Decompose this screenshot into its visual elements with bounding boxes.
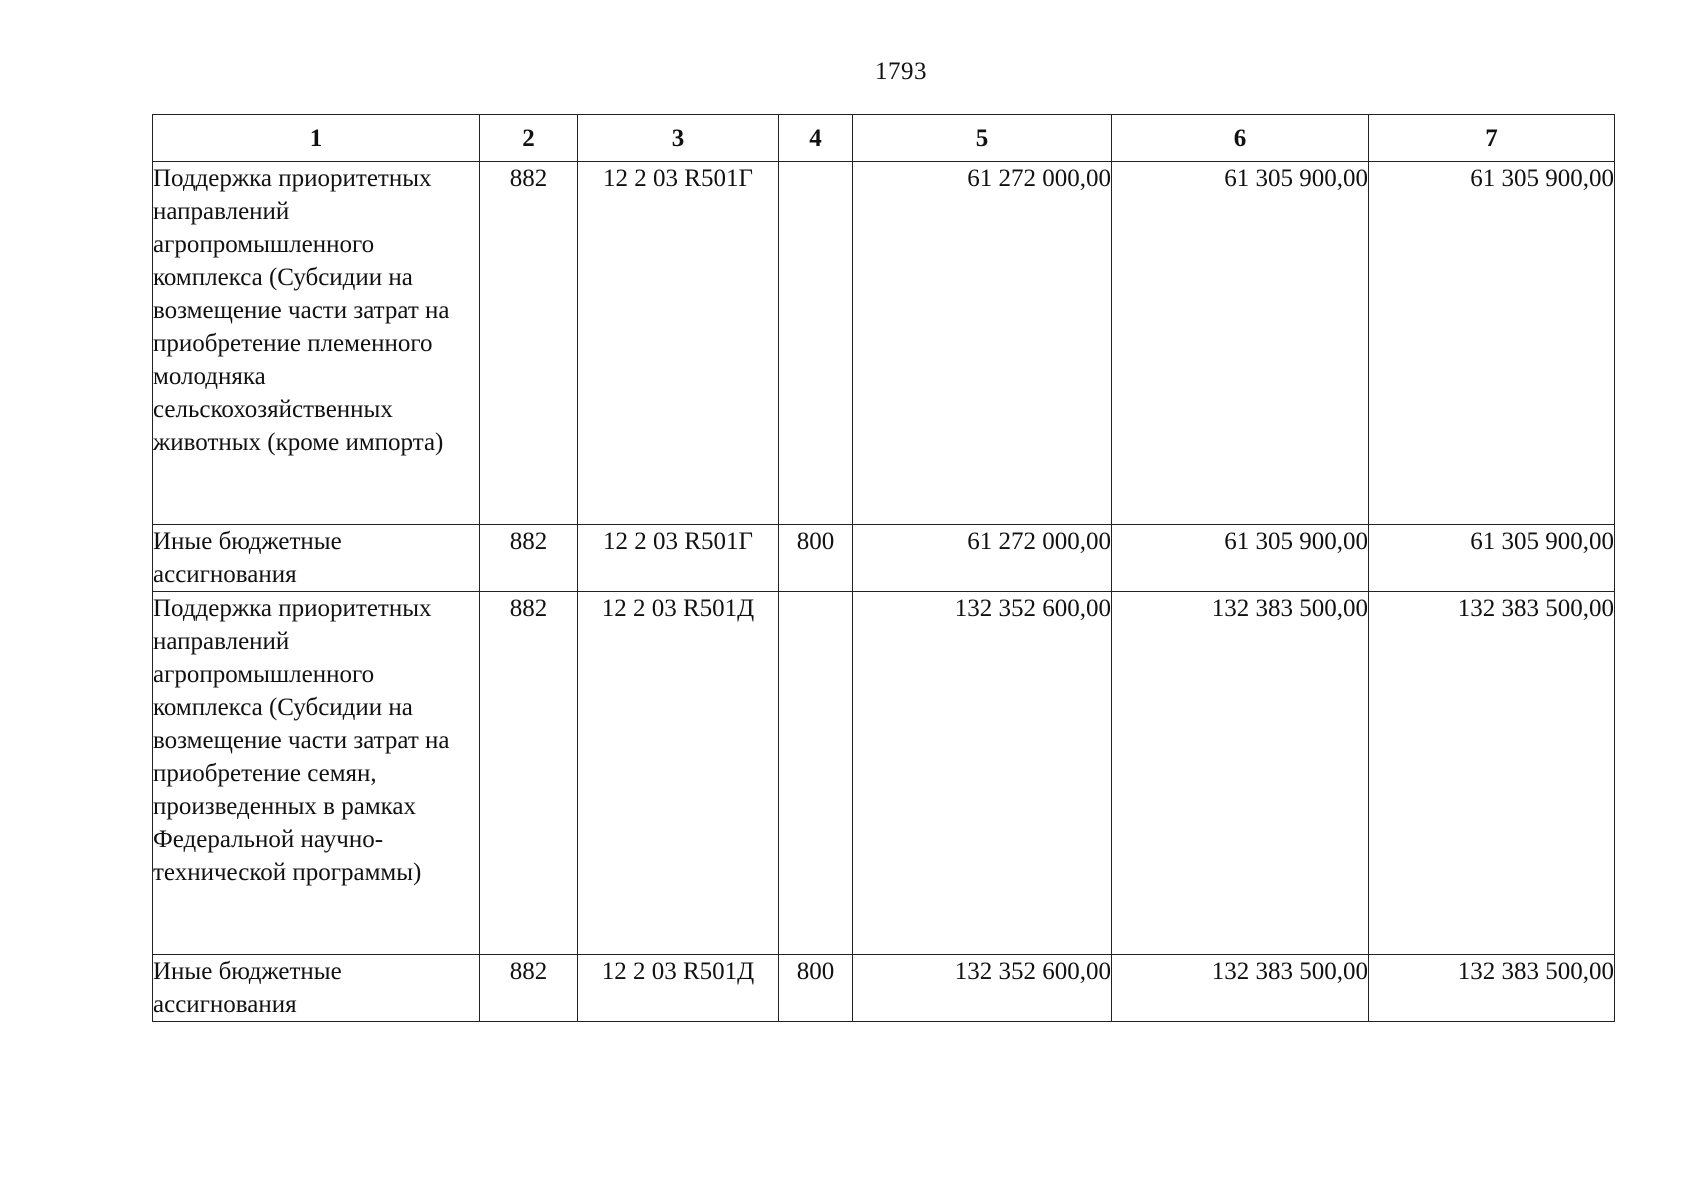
row-code: 882 xyxy=(480,162,578,525)
row-name: Иные бюджетные ассигнования xyxy=(153,955,480,1022)
row-value-5: 61 272 000,00 xyxy=(853,525,1112,592)
row-type xyxy=(779,592,853,955)
row-type: 800 xyxy=(779,955,853,1022)
row-target: 12 2 03 R501Г xyxy=(578,162,779,525)
row-value-5: 132 352 600,00 xyxy=(853,592,1112,955)
row-value-7: 132 383 500,00 xyxy=(1369,955,1615,1022)
column-header-1: 1 xyxy=(153,115,480,162)
row-code: 882 xyxy=(480,955,578,1022)
column-header-4: 4 xyxy=(779,115,853,162)
row-value-5: 61 272 000,00 xyxy=(853,162,1112,525)
row-type xyxy=(779,162,853,525)
row-value-6: 132 383 500,00 xyxy=(1112,592,1369,955)
column-header-5: 5 xyxy=(853,115,1112,162)
row-value-7: 61 305 900,00 xyxy=(1369,525,1615,592)
page-number: 1793 xyxy=(875,58,927,85)
column-header-3: 3 xyxy=(578,115,779,162)
table-row xyxy=(153,955,1615,1022)
row-value-6: 61 305 900,00 xyxy=(1112,525,1369,592)
row-name: Поддержка приоритетных направлений агропромышленного комплекса (Субсидии на возмещение части затрат на приобретение семян, произведенных в рамках Федеральной научно-технической программы) xyxy=(153,592,480,955)
table-header-row xyxy=(153,115,1615,162)
row-name: Иные бюджетные ассигнования xyxy=(153,525,480,592)
row-name: Поддержка приоритетных направлений агропромышленного комплекса (Субсидии на возмещение части затрат на приобретение племенного молодняка сельскохозяйственных животных (кроме импорта) xyxy=(153,162,480,525)
row-value-6: 61 305 900,00 xyxy=(1112,162,1369,525)
column-header-2: 2 xyxy=(480,115,578,162)
row-value-7: 61 305 900,00 xyxy=(1369,162,1615,525)
row-value-5: 132 352 600,00 xyxy=(853,955,1112,1022)
row-code: 882 xyxy=(480,592,578,955)
column-header-6: 6 xyxy=(1112,115,1369,162)
table-row xyxy=(153,162,1615,525)
row-value-6: 132 383 500,00 xyxy=(1112,955,1369,1022)
budget-table xyxy=(152,114,1615,1022)
table-row xyxy=(153,525,1615,592)
row-code: 882 xyxy=(480,525,578,592)
row-target: 12 2 03 R501Д xyxy=(578,592,779,955)
row-target: 12 2 03 R501Д xyxy=(578,955,779,1022)
row-target: 12 2 03 R501Г xyxy=(578,525,779,592)
column-header-7: 7 xyxy=(1369,115,1615,162)
row-value-7: 132 383 500,00 xyxy=(1369,592,1615,955)
table-row xyxy=(153,592,1615,955)
row-type: 800 xyxy=(779,525,853,592)
